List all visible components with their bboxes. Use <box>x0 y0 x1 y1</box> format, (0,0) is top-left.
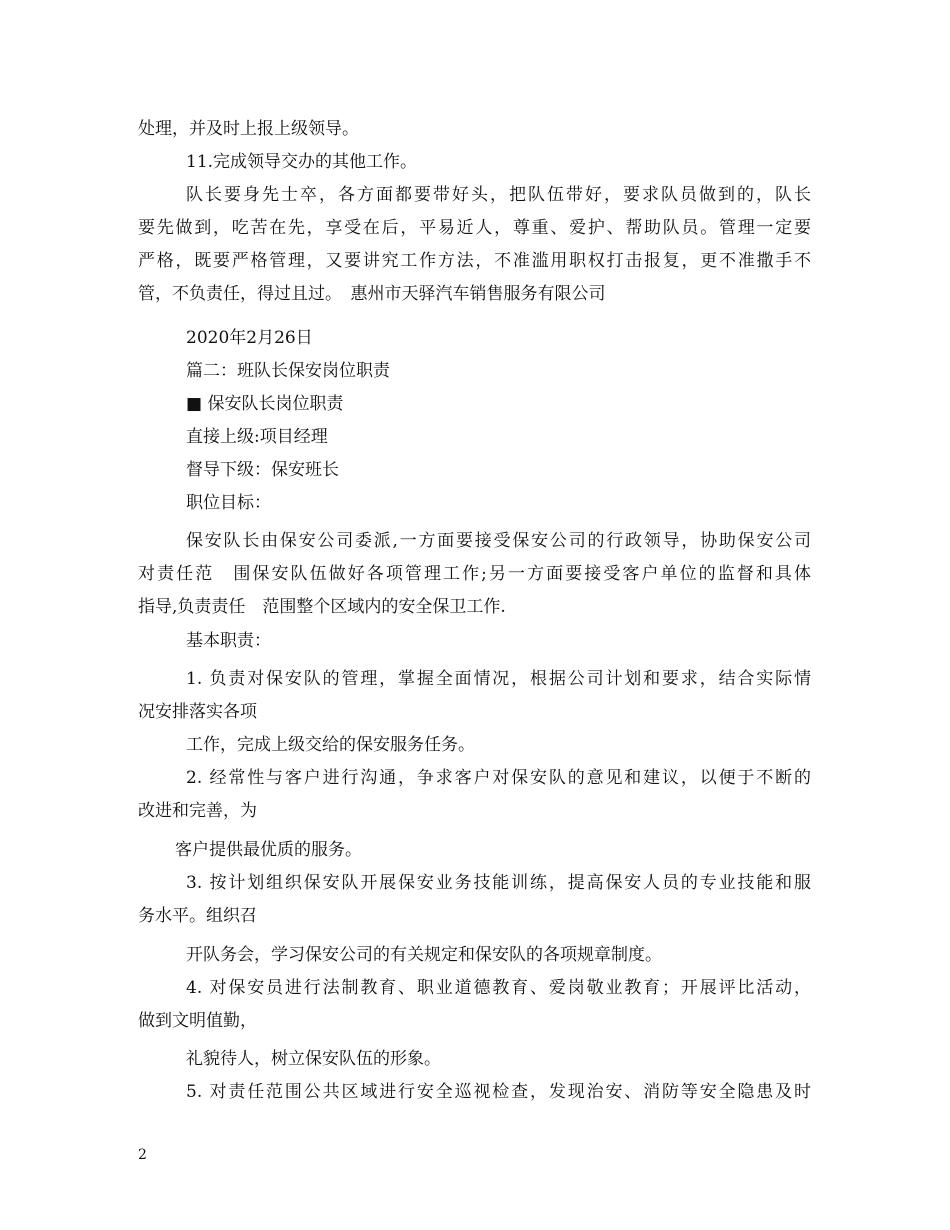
text-line: 直接上级:项目经理 <box>186 427 328 447</box>
text-line: 客户提供最优质的服务。 <box>175 840 362 860</box>
text-line: ■ 保安队长岗位职责 <box>186 394 344 414</box>
text-line: 工作，完成上级交给的保安服务任务。 <box>186 735 475 755</box>
text-line: 礼貌待人，树立保安队伍的形象。 <box>186 1049 441 1069</box>
text-line: 开队务会，学习保安公司的有关规定和保安队的各项规章制度。 <box>186 945 662 965</box>
text-line: 5. 对责任范围公共区域进行安全巡视检查，发现治安、消防等安全隐患及时 <box>186 1082 811 1102</box>
text-line: 篇二：班队长保安岗位职责 <box>186 361 390 381</box>
text-line: 做到文明值勤， <box>138 1011 257 1031</box>
text-line: 处理，并及时上报上级领导。 <box>138 119 359 139</box>
text-line: 队长要身先士卒，各方面都要带好头，把队伍带好，要求队员做到的，队长 <box>186 185 811 205</box>
text-line: 4. 对保安员进行法制教育、职业道德教育、爱岗敬业教育；开展评比活动， <box>186 978 811 998</box>
text-line: 严格，既要严格管理，又要讲究工作方法，不准滥用职权打击报复，更不准撒手不 <box>138 251 811 271</box>
page-number: 2 <box>138 1147 147 1163</box>
text-line: 指导,负责责任 范围整个区域内的安全保卫工作. <box>138 597 506 617</box>
text-line: 基本职责： <box>186 631 271 651</box>
text-line: 2. 经常性与客户进行沟通，争求客户对保安队的意见和建议，以便于不断的 <box>186 768 811 788</box>
text-line: 保安队长由保安公司委派,一方面要接受保安公司的行政领导，协助保安公司 <box>186 531 811 551</box>
text-line: 对责任范 围保安队伍做好各项管理工作;另一方面要接受客户单位的监督和具体 <box>138 564 811 584</box>
text-line: 1. 负责对保安队的管理，掌握全面情况，根据公司计划和要求，结合实际情 <box>186 669 811 689</box>
text-line: 改进和完善，为 <box>138 801 257 821</box>
text-line: 2020年2月26日 <box>186 328 313 348</box>
text-line: 务水平。组织召 <box>138 906 257 926</box>
text-line: 11.完成领导交办的其他工作。 <box>186 152 418 172</box>
text-line: 要先做到，吃苦在先，享受在后，平易近人，尊重、爱护、帮助队员。管理一定要 <box>138 218 811 238</box>
text-line: 3. 按计划组织保安队开展保安业务技能训练，提高保安人员的专业技能和服 <box>186 873 811 893</box>
text-line: 况安排落实各项 <box>138 702 257 722</box>
text-line: 管，不负责任，得过且过。 惠州市天驿汽车销售服务有限公司 <box>138 284 606 304</box>
text-line: 督导下级：保安班长 <box>186 460 339 480</box>
text-line: 职位目标： <box>186 493 271 513</box>
